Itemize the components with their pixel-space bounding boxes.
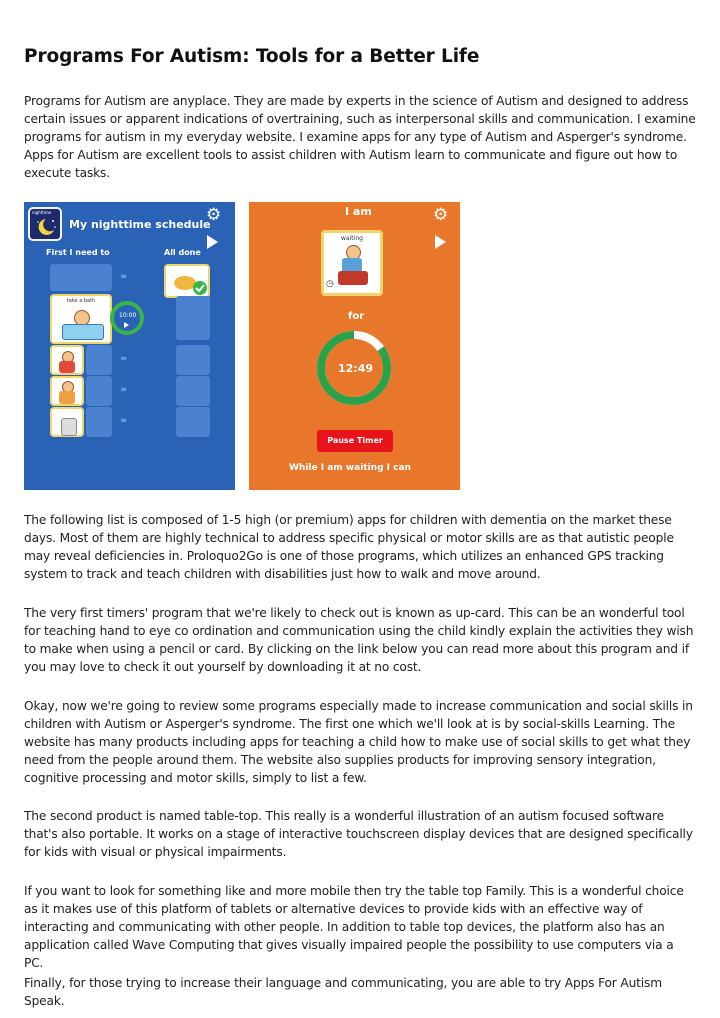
play-icon[interactable] <box>207 235 218 249</box>
empty-slot[interactable] <box>176 407 210 437</box>
timer-app-screen <box>249 202 460 490</box>
empty-slot[interactable] <box>176 345 210 375</box>
footer-text: While I am waiting I can <box>289 463 411 473</box>
article-paragraph: Finally, for those trying to increase their language and communicating, you are able to try Apps For Autism Speak. <box>24 976 662 1009</box>
schedule-card[interactable] <box>50 345 84 375</box>
timer-play-icon[interactable] <box>124 322 129 328</box>
schedule-card[interactable] <box>50 407 84 437</box>
clock-icon: ◷ <box>326 279 334 289</box>
toilet-icon <box>61 418 77 436</box>
gear-icon[interactable]: ⚙ <box>206 205 222 225</box>
article-paragraph: If you want to look for something like and more mobile then try the table top Family. This is a wonderful choice as it makes use of this platform of tablets or alternative devices to provide kids with an effective way of interacting and communicating with other people. In addition to table top devices, the platform also has an application called Wave Computing that gives visually impaired people the possibility to use computers via a PC. <box>24 884 684 971</box>
empty-slot[interactable] <box>86 345 112 375</box>
waiting-card[interactable] <box>321 230 383 296</box>
empty-slot[interactable] <box>50 264 112 291</box>
article-title: Programs For Autism: Tools for a Better Life <box>24 46 480 67</box>
arrows-icon: ››› <box>120 416 126 426</box>
empty-slot[interactable] <box>86 376 112 406</box>
schedule-card[interactable] <box>50 376 84 406</box>
arrows-icon: ››› <box>120 354 126 364</box>
article-paragraph: The second product is named table-top. This really is a wonderful illustration of an autism focused software that's also portable. It works on a stage of interactive touchscreen display devices that are designed specifically for kids with visual or physical impairments. <box>24 809 693 860</box>
empty-slot[interactable] <box>176 376 210 406</box>
check-icon <box>192 280 208 296</box>
empty-slot[interactable] <box>86 407 112 437</box>
article-paragraph: The following list is composed of 1-5 high (or premium) apps for children with dementia on the market these days. Most of them are highly technical to address specific physical or motor skills are as that autistic people may reveal deficiencies in. Proloquo2Go is one of those programs, which utilizes an enhanced GPS tracking system to track and teach children with disabilities just how to walk and move around. <box>24 513 674 582</box>
schedule-title: My nighttime schedule <box>69 218 211 231</box>
timer-text: 10:00 <box>119 312 137 319</box>
schedule-app-screen <box>24 202 235 490</box>
icon-caption: nighttime <box>32 210 52 215</box>
heading-text: I am <box>345 205 372 218</box>
arrows-icon: ››› <box>120 385 126 395</box>
countdown-time: 12:49 <box>338 362 374 375</box>
app-screenshots-image <box>24 202 460 490</box>
article-paragraph: The very first timers' program that we're likely to check out is known as up-card. This can be an wonderful tool for teaching hand to eye co ordination and communication using the child kindly explain the activities they wish to make when using a pencil or card. By clicking on the link below you can read more about this program and if you may love to check it out yourself by downloading it at no cost. <box>24 606 694 675</box>
play-icon[interactable] <box>435 235 446 249</box>
done-label: All done <box>164 248 201 257</box>
arrows-icon: ››› <box>120 272 126 282</box>
waiting-label: waiting <box>341 235 363 242</box>
nighttime-moon-icon <box>28 207 62 241</box>
for-label: for <box>348 311 365 322</box>
article-paragraph: Programs for Autism are anyplace. They are made by experts in the science of Autism and designed to address certain issues or apparent indications of overtraining, such as interpersonal skills and communication. I examine programs for autism in my everyday website. I examine apps for any type of Autism and Asperger's syndrome. Apps for Autism are excellent tools to assist children with Autism learn to communicate and figure out how to execute tasks. <box>24 94 696 181</box>
first-label: First I need to <box>46 248 110 257</box>
pause-timer-button[interactable]: Pause Timer <box>317 430 393 452</box>
article-paragraph: Okay, now we're going to review some programs especially made to increase communication and social skills in children with Autism or Asperger's syndrome. The first one which we'll look at is by social-skills Learning. The website has many products including apps for teaching a child how to make use of social skills to get what they need from the people around them. The website also supplies products for improving sensory integration, cognitive processing and motor skills, simply to list a few. <box>24 699 693 786</box>
gear-icon[interactable]: ⚙ <box>433 205 449 225</box>
schedule-card[interactable]: take a bath <box>50 294 112 344</box>
done-card[interactable] <box>164 264 210 298</box>
empty-slot[interactable] <box>176 296 210 340</box>
